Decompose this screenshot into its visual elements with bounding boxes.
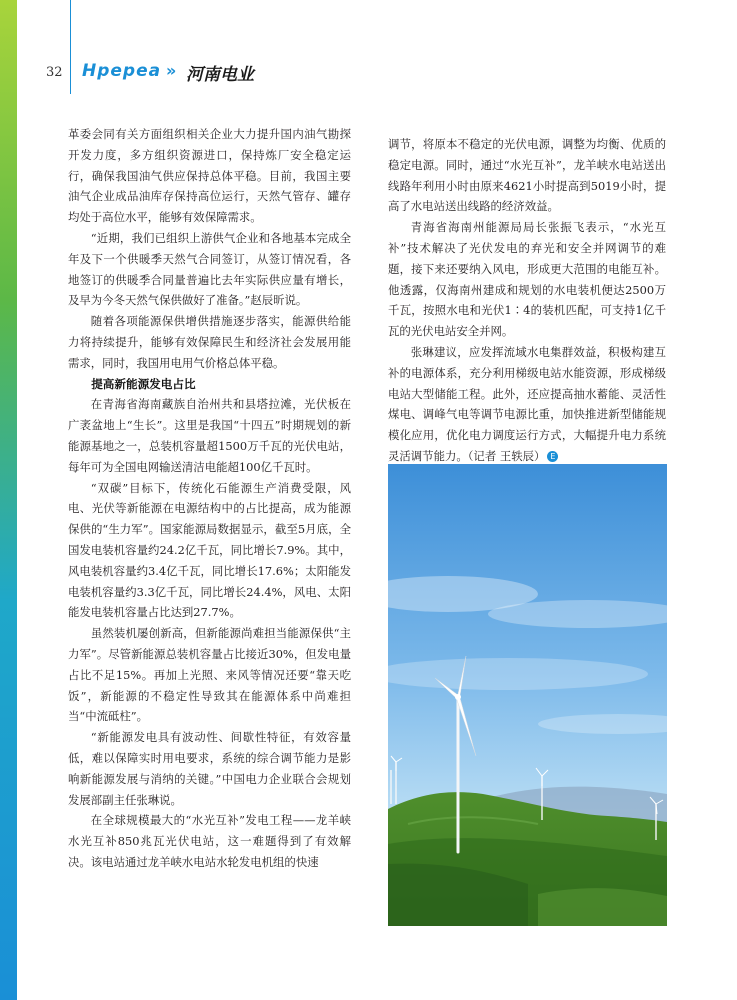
paragraph-final <box>388 342 666 467</box>
paragraph: 虽然装机屡创新高，但新能源尚难担当能源保供“主力军”。尽管新能源总装机容量占比接近30%，但发电量占比不足15%。再加上光照、来风等情况还要“靠天吃饭”，新能源的不稳定性导致其在能源体系中尚难担当“中流砥柱”。 <box>68 626 351 724</box>
article-column-right <box>388 134 666 467</box>
paragraph: 革委会同有关方面组织相关企业大力提升国内油气勘探开发力度，多方组织资源进口，保持炼厂安全稳定运行，确保我国油气供应保持总体平稳。目前，我国主要油气企业成品油库存保持高位运行，天然气管存、罐存均处于高位水平，能够有效保障需求。 <box>68 127 351 225</box>
decorative-side-bar <box>0 0 17 1000</box>
magazine-logo-latin: Hpepea <box>82 61 162 81</box>
section-heading: 提高新能源发电占比 <box>91 376 196 391</box>
wind-turbine-photo <box>388 464 667 926</box>
magazine-logo-chinese: 河南电业 <box>186 65 254 85</box>
paragraph-text: 张琳建议，应发挥流域水电集群效益，积极构建互补的电源体系，充分利用梯级电站水能资源，形成梯级电站大型储能工程。此外，还应提高抽水蓄能、灵活性煤电、调峰气电等调节电源比重，加快推进新型储能规模化应用，优化电力调度运行方式，大幅提升电力系统灵活调节能力。（记者 王轶辰） <box>388 344 666 463</box>
paragraph: “双碳”目标下，传统化石能源生产消费受限，风电、光伏等新能源在电源结构中的占比提高，成为能源保供的“生力军”。国家能源局数据显示，截至5月底，全国发电装机容量约24.2亿千瓦，同比增长7.9%。其中，风电装机容量约3.4亿千瓦，同比增长17.6%；太阳能发电装机容量约3.3亿千瓦，同比增长24.4%，风电、太阳能发电装机容量占比达到27.7%。 <box>68 480 351 620</box>
paragraph: 随着各项能源保供增供措施逐步落实，能源供给能力将持续提升，能够有效保障民生和经济社会发展用能需求，同时，我国用电用气价格总体平稳。 <box>68 314 351 370</box>
article-column-left <box>68 124 351 873</box>
paragraph: 青海省海南州能源局局长张振飞表示，“水光互补”技术解决了光伏发电的弃光和安全并网调节的难题，接下来还要纳入风电，形成更大范围的电能互补。他透露，仅海南州建成和规划的水电装机便达2500万千瓦，按照水电和光伏1∶4的装机匹配，可支持1亿千瓦的光伏电站安全并网。 <box>388 220 666 339</box>
page-header <box>40 58 440 90</box>
header-divider <box>70 0 71 94</box>
paragraph: “近期，我们已组织上游供气企业和各地基本完成全年及下一个供暖季天然气合同签订，从签订情况看，各地签订的供暖季合同量普遍比去年实际供应量有增长，及早为今冬天然气保供做好了准备。”赵辰昕说。 <box>68 230 351 308</box>
paragraph: 在全球规模最大的“水光互补”发电工程——龙羊峡水光互补850兆瓦光伏电站，这一难题得到了有效解决。该电站通过龙羊峡水电站水轮发电机组的快速 <box>68 813 351 869</box>
paragraph: “新能源发电具有波动性、间歇性特征，有效容量低，难以保障实时用电要求，系统的综合调节能力是影响新能源发展与消纳的关键。”中国电力企业联合会规划发展部副主任张琳说。 <box>68 730 351 807</box>
paragraph: 在青海省海南藏族自治州共和县塔拉滩，光伏板在广袤盆地上“生长”。这里是我国“十四五”时期规划的新能源基地之一，总装机容量超1500万千瓦的光伏电站，每年可为全国电网输送清洁电能超100亿千瓦时。 <box>68 397 351 474</box>
end-mark-icon: E <box>547 451 558 462</box>
page-number: 32 <box>46 65 63 80</box>
paragraph: 调节，将原本不稳定的光伏电源，调整为均衡、优质的稳定电源。同时，通过“水光互补”，龙羊峡水电站送出线路年利用小时由原来4621小时提高到5019小时，提高了水电站送出线路的经济效益。 <box>388 137 666 214</box>
logo-separator: » <box>166 61 177 80</box>
